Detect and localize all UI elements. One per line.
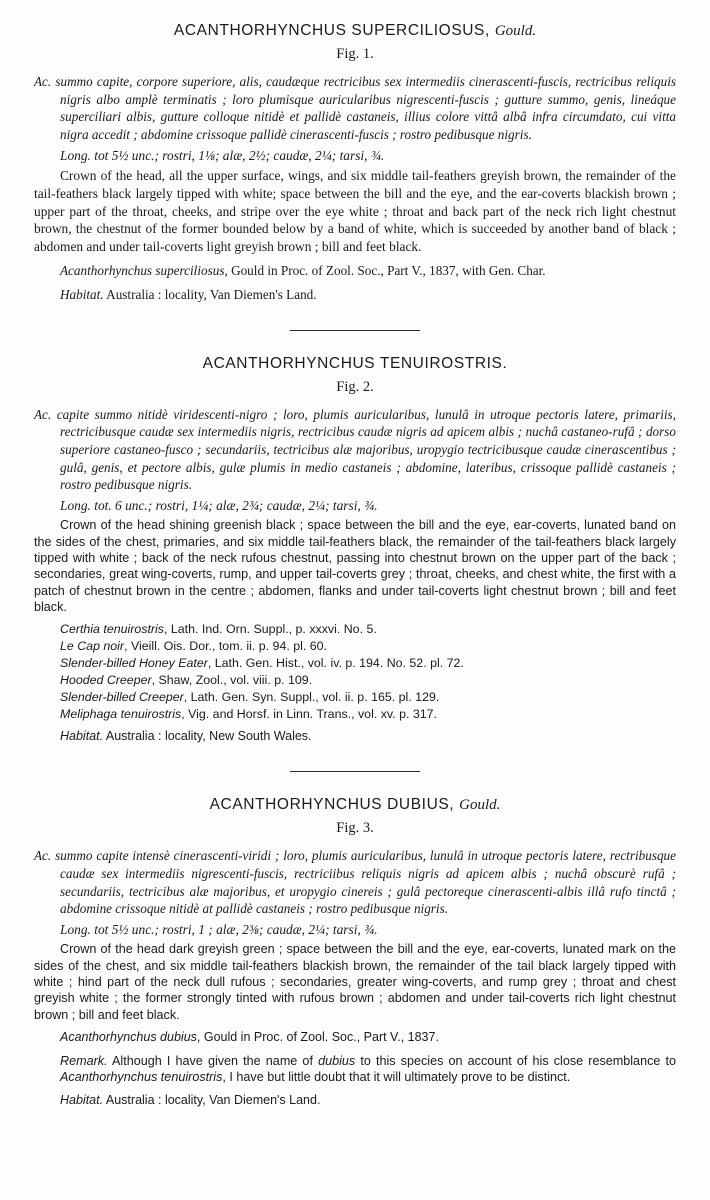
latin-diagnosis-2: Ac. capite summo nitidè viridescenti-nigro ; loro, plumis auricularibus, lunulâ in utroque pectoris latere, primariis, rectricibusque caudæ sex intermediis nigris, rectricibus caudæ nigris ad apicem albis ; nuchâ castaneo-rufâ ; dorso superiore castaneo-fusco ; secundariis, tectricibus alæ majoribus, uropygio tectricibusque caudæ cinerascentibus ; gulâ, genis, et pectore albis, gulæ plumis in medio castaneis ; abdomine, lateribus, crissoque pallidè castaneis ; rostro pedibusque nigris. [34,406,676,493]
list-item [34,706,676,723]
species-name-2: ACANTHORHYNCHUS TENUIROSTRIS. [202,354,508,372]
measurements-2: Long. tot. 6 unc.; rostri, 1¼; alæ, 2¾; caudæ, 2¼; tarsi, ¾. [60,498,378,514]
figure-label-3: Fig. 3. [336,820,374,837]
figure-label-2: Fig. 2. [336,378,374,395]
species-name-1: ACANTHORHYNCHUS SUPERCILIOSUS, [173,22,490,39]
list-item [34,621,676,638]
reference-list-2 [34,621,676,722]
measurements-1: Long. tot 5½ unc.; rostri, 1⅛; alæ, 2½; caudæ, 2¼; tarsi, ¾. [60,147,385,163]
figure-label-1: Fig. 1. [336,46,374,62]
habitat-3 [34,1092,676,1109]
habitat-2 [34,728,676,745]
latin-diagnosis-3: Ac. summo capite intensè cinerascenti-viridi ; loro, plumis auricularibus, lunulâ in utroque pectoris latere, rectribusque caudæ sex intermediis nigrescenti-fuscis, rectriciibus reliquis nigris ad apicem albis ; nuchâ obscurè rufâ ; secundariis, tectricibus alæ majoribus, et uropygio cinereis ; gulâ pectoreque cinerascenti-albis illâ rufo tinctâ ; abdomine crissoque nitidè at pallidè castaneis ; rostro pedibusque nigris. [34,848,676,917]
section-divider-2 [290,771,420,772]
reference-name: Slender-billed Creeper [60,689,184,704]
remark-3 [34,1053,676,1086]
citation-name-1: Acanthorhynchus superciliosus [60,262,225,278]
reference-rest: , Lath. Ind. Orn. Suppl., p. xxxvi. No. 5. [163,622,377,637]
remark-text-3: , I have but little doubt that it will ultimately prove to be distinct. [222,1070,571,1085]
reference-rest: , Lath. Gen. Hist., vol. iv. p. 194. No. 52. pl. 72. [207,656,464,671]
reference-name: Hooded Creeper [60,672,152,687]
remark-text-2: to this species on account of his close resemblance to [355,1053,677,1068]
list-item [34,689,676,706]
citation-name-3: Acanthorhynchus dubius [60,1029,197,1044]
species-entry-1 [34,22,676,304]
english-description-1: Crown of the head, all the upper surface, wings, and six middle tail-feathers greyish brown, the remainder of the tail-feathers black largely tipped with white; space between the bill and the eye, and the ear-coverts blackish brown ; upper part of the throat, cheeks, and stripe over the eye white ; throat and back part of the neck rich light chestnut brown, the chestnut of the former bounded below by a band of white, which is succeeded by another band of black ; abdomen and under tail-coverts light greyish brown ; bill and feet black. [34,167,676,255]
habitat-text-3: Australia : locality, Van Diemen's Land. [105,1093,321,1108]
reference-name: Meliphaga tenuirostris [60,706,182,721]
remark-italic-2: Acanthorhynchus tenuirostris [60,1070,223,1085]
reference-rest: , Shaw, Zool., vol. viii. p. 109. [151,672,313,687]
citation-1 [34,262,676,280]
habitat-label-1: Habitat. [60,286,104,302]
species-entry-3 [34,796,676,1109]
species-author-1: Gould. [494,23,537,39]
section-divider-1 [290,330,420,331]
citation-rest-1: , Gould in Proc. of Zool. Soc., Part V., 1837, with Gen. Char. [224,262,546,278]
reference-rest: , Lath. Gen. Syn. Suppl., vol. ii. p. 165. pl. 129. [183,689,440,704]
reference-rest: , Vig. and Horsf. in Linn. Trans., vol. xv. p. 317. [181,706,437,721]
page-title-1 [34,22,676,40]
latin-diagnosis-1: Ac. summo capite, corpore superiore, alis, caudæque rectricibus sex intermediis cinerascenti-fuscis, rectricibus reliquis nigris albo amplè terminatis ; loro plumisque auricularibus nigrescenti-fuscis ; gutture summo, genis, lineáque superciliari albis, gutture colloque nitidè et pallidè castaneis, illius colore vittâ albâ infra circumdato, cui vitta nigra accedit ; abdomine crissoque pallidè cinerascenti-fuscis ; rostro pedibusque nigris. [34,74,676,143]
habitat-1 [34,286,676,304]
remark-label: Remark. [60,1053,108,1068]
species-author-3: Gould. [459,797,501,814]
reference-rest: , Vieill. Ois. Dor., tom. ii. p. 94. pl. 60. [124,639,327,654]
page-title-3 [34,796,676,814]
english-description-3: Crown of the head dark greyish green ; space between the bill and the eye, ear-coverts, lunated mark on the sides of the chest, and six middle tail-feathers blackish brown, the remainder of the tail black largely tipped with white ; hind part of the neck dull rufous ; secondaries, greater wing-coverts, and rump grey ; throat and chest greyish white ; the former strongly tinted with rufous brown ; abdomen and under tail-coverts rich light chestnut brown ; bill and feet black. [34,942,676,1022]
reference-name: Certhia tenuirostris [60,622,164,637]
species-name-3: ACANTHORHYNCHUS DUBIUS, [209,796,455,814]
list-item [34,672,676,689]
remark-italic-1: dubius [318,1053,356,1068]
species-entry-2 [34,355,676,746]
citation-rest-3: , Gould in Proc. of Zool. Soc., Part V., 1837. [196,1029,439,1044]
habitat-label-2: Habitat. [60,729,104,744]
habitat-text-2: Australia : locality, New South Wales. [105,729,312,744]
citation-3 [34,1029,676,1046]
habitat-text-1: Australia : locality, Van Diemen's Land. [106,286,317,302]
english-description-2: Crown of the head shining greenish black ; space between the bill and the eye, ear-coverts, lunated band on the sides of the chest, primaries, and six middle tail-feathers black, the remainder of the tail-feathers black largely tipped with white ; back of the neck rufous chestnut, passing into chestnut brown on the upper part of the back ; secondaries, great wing-coverts, rump, and upper tail-coverts grey ; throat, cheeks, and chest white, the first with a patch of chestnut brown in the centre ; abdomen, flanks and under tail-coverts light chestnut brown ; bill and feet black. [34,518,676,614]
reference-name: Le Cap noir [60,639,125,654]
remark-text-1: Although I have given the name of [112,1053,319,1068]
reference-name: Slender-billed Honey Eater [60,656,208,671]
list-item [34,638,676,655]
habitat-label-3: Habitat. [60,1093,104,1108]
page-title-2 [34,355,676,373]
list-item [34,655,676,672]
measurements-3: Long. tot 5½ unc.; rostri, 1 ; alæ, 2⅜; caudæ, 2¼; tarsi, ¾. [60,922,378,938]
